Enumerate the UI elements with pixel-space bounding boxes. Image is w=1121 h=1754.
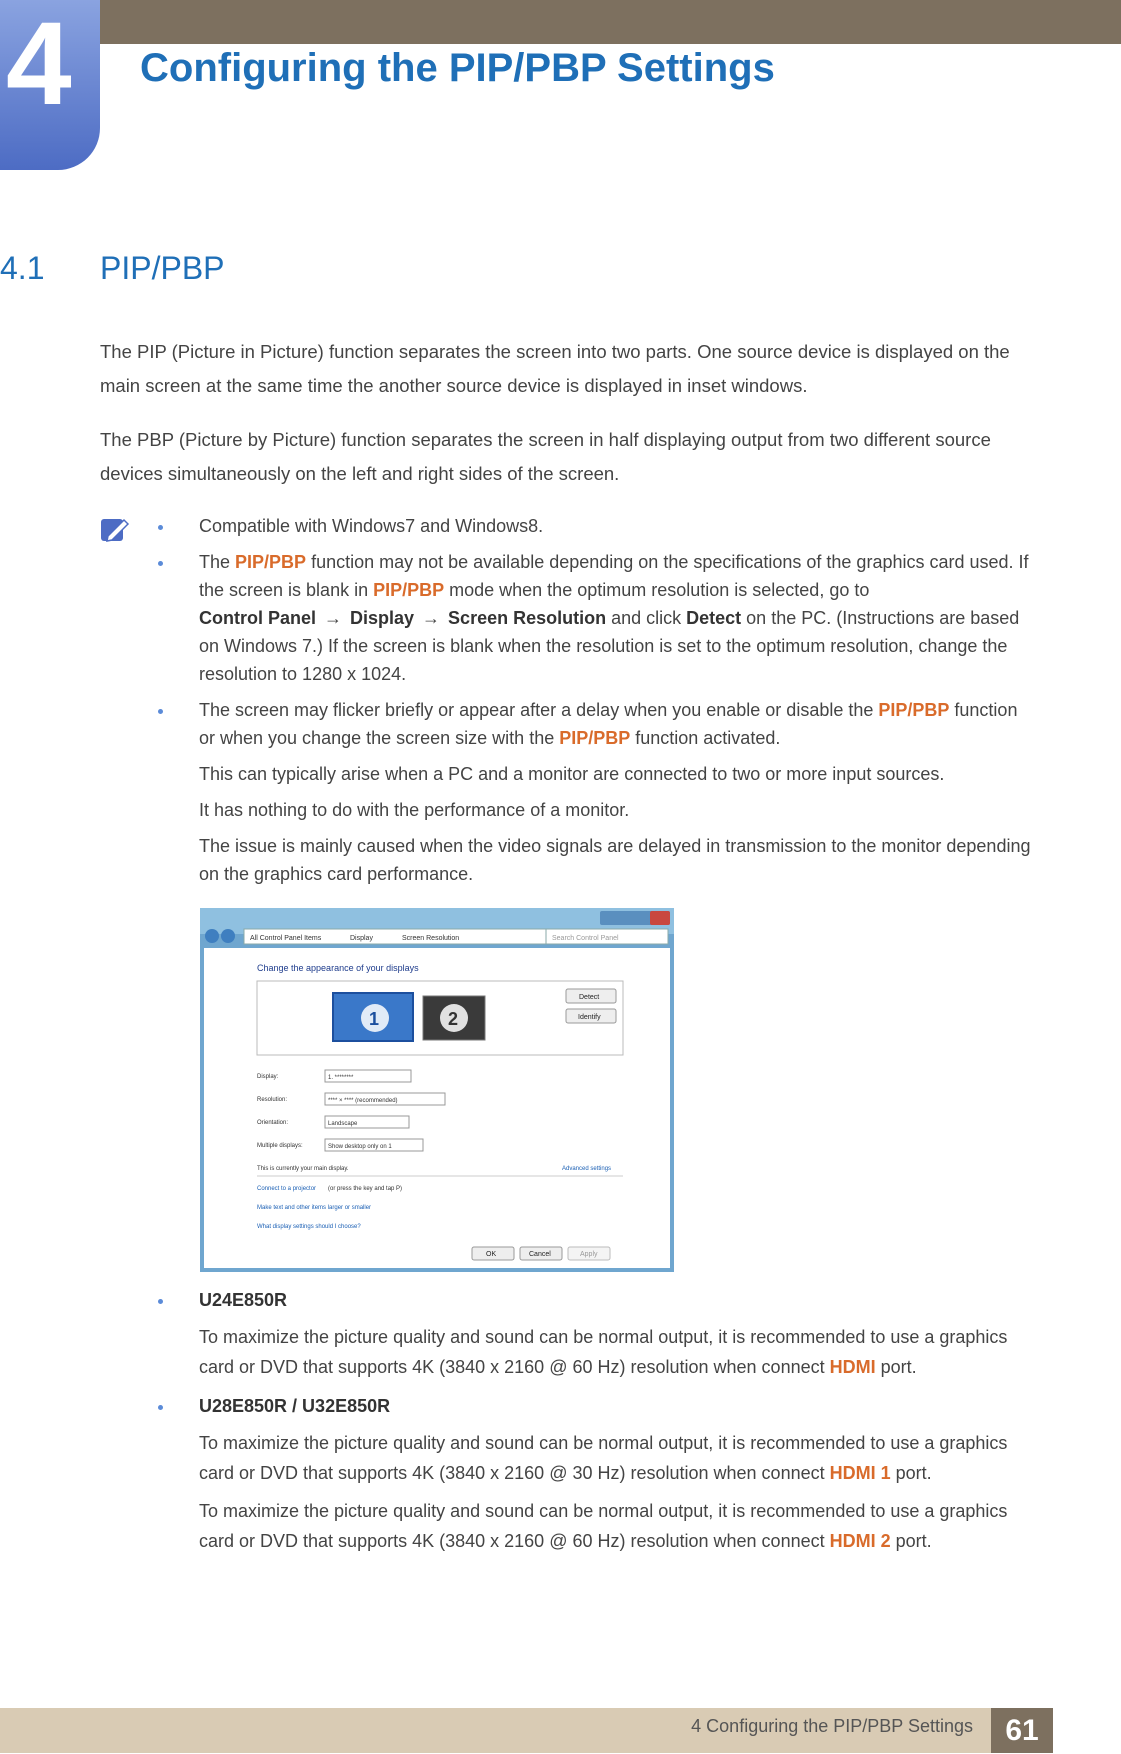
search-control-panel: Search Control Panel (552, 935, 619, 942)
list-item: U24E850R (152, 1286, 1032, 1314)
list-item: The PIP/PBP function may not be available depending on the specifications of the graphics card used. If the screen is blank in PIP/PBP mode when the optimum resolution is selected, go to Control Panel → Display → Screen Resolution and click Detect on the PC. (Instructions are based on Windows 7.) If the screen is blank when the resolution is set to the optimum resolution, change the resolution to 1280 x 1024. (152, 548, 1032, 688)
detect-button: Detect (579, 994, 600, 1001)
chapter-number: 4 (6, 0, 72, 130)
breadcrumb-2: Display (350, 935, 373, 942)
bullet (158, 561, 163, 566)
chapter-number-tab (0, 0, 100, 170)
section-number: 4.1 (0, 250, 45, 286)
models-list (152, 1286, 1032, 1556)
list-item: Compatible with Windows7 and Windows8. (152, 512, 1032, 540)
monitor-2-label: 2 (448, 1009, 459, 1029)
footer-text: 4 Configuring the PIP/PBP Settings (691, 1716, 973, 1736)
breadcrumb-1: All Control Panel Items (250, 935, 322, 942)
orientation-select: Landscape (328, 1121, 358, 1127)
projector-hint: (or press the key and tap P) (328, 1186, 403, 1192)
list-item-text: To maximize the picture quality and sound can be normal output, it is recommended to use a graphics card or DVD that supports 4K (3840 x 2160 @ 60 Hz) resolution when connect HDMI port. (199, 1327, 1008, 1377)
display-select: 1. ******** (328, 1075, 354, 1081)
identify-button: Identify (578, 1014, 601, 1021)
resolution-select: **** × **** (recommended) (328, 1098, 398, 1104)
breadcrumb-3: Screen Resolution (402, 935, 460, 942)
monitor-1-label: 1 (369, 1009, 380, 1029)
bullet (158, 1405, 163, 1410)
list-item-text: To maximize the picture quality and sound can be normal output, it is recommended to use a graphics card or DVD that supports 4K (3840 x 2160 @ 60 Hz) resolution when connect HDMI 2 port. (199, 1501, 1008, 1551)
paragraph-pbp: The PBP (Picture by Picture) function separates the screen in half displaying output from two different source devices simultaneously on the left and right sides of the screen. (100, 429, 991, 484)
advanced-settings-link: Advanced settings (562, 1166, 612, 1172)
list-item-text: To maximize the picture quality and sound can be normal output, it is recommended to use a graphics card or DVD that supports 4K (3840 x 2160 @ 30 Hz) resolution when connect HDMI 1 port. (199, 1433, 1008, 1483)
main-display-text: This is currently your main display. (257, 1166, 349, 1172)
section-title: PIP/PBP (100, 250, 225, 286)
chapter-title: Configuring the PIP/PBP Settings (140, 46, 775, 90)
multiple-displays-select: Show desktop only on 1 (328, 1144, 392, 1150)
bullet (158, 709, 163, 714)
bullet (158, 1299, 163, 1304)
screen-resolution-screenshot (200, 908, 674, 1272)
page-number: 61 (991, 1708, 1053, 1753)
screenshot-heading: Change the appearance of your displays (257, 963, 419, 973)
connect-projector-link: Connect to a projector (257, 1186, 317, 1192)
note-pencil-icon (100, 516, 130, 544)
display-label: Display: (257, 1074, 279, 1080)
ok-button: OK (486, 1251, 497, 1258)
list-item: The screen may flicker briefly or appear after a delay when you enable or disable the PIP/PBP function or when you change the screen size with the PIP/PBP function activated. (152, 696, 1032, 752)
cancel-button: Cancel (529, 1251, 551, 1258)
header-bar (0, 0, 1121, 44)
multiple-displays-label: Multiple displays: (257, 1143, 303, 1149)
bullet (158, 525, 163, 530)
larger-text-link: Make text and other items larger or smaller (257, 1205, 372, 1211)
resolution-label: Resolution: (257, 1097, 288, 1103)
display-settings-link: What display settings should I choose? (257, 1224, 361, 1230)
orientation-label: Orientation: (257, 1120, 289, 1126)
notes-list: Compatible with Windows7 and Windows8. The PIP/PBP function may not be available depending on the specifications of the graphics card used. If the screen is blank in PIP/PBP mode when the optimum resolution is selected, go to Control Panel → Display → Screen Resolution and click Detect on the PC. (Instructions are based on Windows 7.) If the screen is blank when the resolution is set to the optimum resolution, change the resolution to 1280 x 1024. The screen may flicker briefly or appear after a delay when you enable or disable the PIP/PBP function or when you change the screen size with the PIP/PBP function activated. This can typically arise when a PC and a monitor are connected to two or more input sources. It has nothing to do with the performance of a monitor. The issue is mainly caused when the video signals are delayed in transmission to the monitor depending on the graphics card performance. (152, 512, 1032, 888)
list-item: U28E850R / U32E850R (152, 1392, 1032, 1420)
paragraph-pip: The PIP (Picture in Picture) function separates the screen into two parts. One source device is displayed on the main screen at the same time the another source device is displayed in inset windows. (100, 341, 1010, 396)
apply-button: Apply (580, 1251, 598, 1258)
